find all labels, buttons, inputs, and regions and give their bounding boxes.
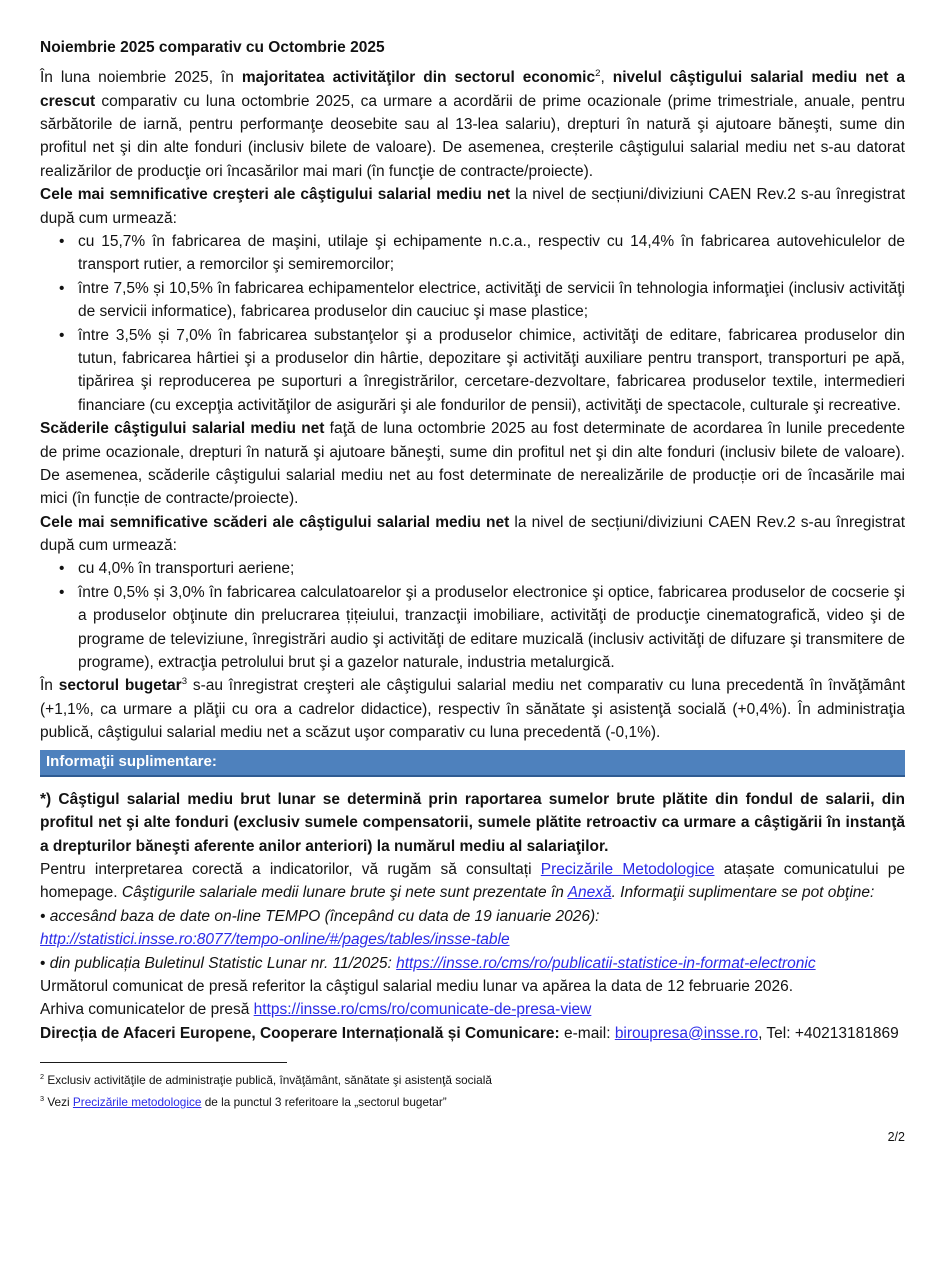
text-run: între 3,5% și 7,0% în fabricarea substanţelor şi a produselor chimice, activităţi de editare, fabricarea produselor din tutun, fabricarea hârtiei şi a produselor din hârtie, depozitare şi activităţi auxiliare pentru transport, transporturi pe apă, tipărirea şi reproducerea pe suporturi a înregistrărilor, cercetare-dezvoltare, fabricarea produselor textile, intermedieri financiare (cu excepţia activităţilor de asigurări şi ale fondurilor de pensii), activităţi de spectacole, culturale şi recreative. xyxy=(78,326,905,414)
footnote-separator xyxy=(40,1062,287,1063)
text-run: de la punctul 3 referitoare la „sectorul bugetar” xyxy=(201,1094,447,1109)
list-item xyxy=(40,277,905,324)
text-run: Vezi xyxy=(44,1094,73,1109)
bullet-buletin xyxy=(40,952,905,975)
text-run: între 0,5% și 3,0% în fabricarea calculatoarelor şi a produselor electronice şi optice, fabricarea produselor de cocserie şi a produselor obţinute din prelucrarea țițeiului, tranzacţii imobiliare, activităţi de producţie cinematografică, video şi de programe de televiziune, înregistrări audio şi activităţi de editare muzicală (inclusiv activităţi de difuzare şi transmitere de programe), extracţia petrolului brut şi a gazelor naturale, industria metalurgică. xyxy=(78,583,905,672)
bold-run: sectorul bugetar xyxy=(58,677,182,695)
page-number: 2/2 xyxy=(887,1129,905,1144)
doc-title: Noiembrie 2025 comparativ cu Octombrie 2025 xyxy=(40,39,385,56)
precizarile-metodologice-link[interactable]: Precizările Metodologice xyxy=(540,861,715,878)
text-run: În xyxy=(40,677,59,695)
italic-run: din publicația Buletinul Statistic Lunar nr. 11/2025: xyxy=(49,954,397,972)
anexa-link[interactable]: Anexă xyxy=(567,884,612,902)
list-item xyxy=(40,581,905,675)
buletin-statistic-link[interactable]: https://insse.ro/cms/ro/publicatii-statistice-in-format-electronic xyxy=(396,954,816,972)
list-item xyxy=(40,557,905,580)
italic-run: accesând baza de date on-line TEMPO (începând cu data de 19 ianuarie 2026): xyxy=(49,907,600,925)
bold-run: Cele mai semnificative scăderi ale câştigului salarial mediu net xyxy=(40,513,510,531)
list-cresteri xyxy=(40,230,905,417)
italic-run: Câştigurile salariale medii lunare brute şi nete sunt prezentate în xyxy=(121,884,568,902)
footnote-metodologice-link[interactable]: Precizările metodologice xyxy=(72,1094,202,1109)
text-run: între 7,5% și 10,5% în fabricarea echipamentelor electrice, activităţi de servicii în tehnologia informaţiei (inclusiv activităţi de servicii informatice), fabricarea produselor din cauciuc şi mase plastice; xyxy=(78,279,905,321)
footnote-3 xyxy=(40,1092,905,1114)
text-run: la nivel de secțiuni/diviziuni CAEN Rev.2 s-au înregistrat după cum urmează: xyxy=(40,186,905,227)
text-run: cu 4,0% în transporturi aeriene; xyxy=(78,560,295,578)
footnote-marker: 2 xyxy=(40,1072,45,1082)
para-contact xyxy=(40,1022,905,1045)
list-scaderi xyxy=(40,557,905,674)
para-urmatorul-comunicat: Următorul comunicat de presă referitor la câştigul salarial mediu lunar va apărea la data de 12 februarie 2026. xyxy=(40,977,794,995)
bold-run: Direcția de Afaceri Europene, Cooperare Internațională și Comunicare: xyxy=(40,1024,560,1042)
text-run: Pentru interpretarea corectă a indicatorilor, vă rugăm să consultați xyxy=(40,861,541,878)
footnote-ref-3: 3 xyxy=(181,676,188,688)
list-item xyxy=(40,324,905,418)
bold-run: nivelul câştigului salarial mediu net a crescut xyxy=(40,69,906,110)
text-run: comparativ cu luna octombrie 2025, ca urmare a acordării de prime ocazionale (prime trimestriale, anuale, pentru sărbătorile de iarnă, pentru performanţe deosebite sau al 13-lea salariu), drepturi în natură şi ajutoare băneşti, sume din profitul net şi din alte fonduri (inclusiv bilete de valoare). De asemenea, creșterile câştigului salarial mediu net s-au datorat realizărilor de producţie ori încasărilor mai mari (în funcţie de contracte/proiecte). xyxy=(40,92,905,180)
para-arhiva xyxy=(40,998,905,1021)
text-run: faţă de luna octombrie 2025 au fost determinate de acordarea în lunile precedente de prime ocazionale, drepturi în natură şi ajutoare băneşti, sume din profitul net şi din alte fonduri (inclusiv bilete de valoare). De asemenea, scăderile câştigului salarial mediu net au fost determinate de nerealizările de producție ori de încasările mai mici (în funcție de contracte/proiecte). xyxy=(40,420,905,508)
para-definitie-brut xyxy=(40,788,905,858)
footnote-marker: 3 xyxy=(40,1094,45,1104)
bold-run: *) Câştigul salarial mediu brut lunar se determină prin raportarea sumelor brute plătite din fondul de salarii, din profitul net şi alte fonduri (exclusiv sumele compensatorii, sumele plătite retroactiv ca urmare a câştigării în instanţă a drepturilor băneşti aferente anilor anteriori) la numărul mediu al salariaţilor. xyxy=(40,790,905,855)
bold-run: majoritatea activităţilor din sectorul economic xyxy=(241,69,596,87)
footnote-ref-2: 2 xyxy=(595,68,601,80)
text-run: e-mail: xyxy=(559,1024,615,1042)
email-link[interactable]: biroupresa@insse.ro xyxy=(614,1024,759,1042)
text-run: cu 15,7% în fabricarea de maşini, utilaje şi echipamente n.c.a., respectiv cu 14,4% în fabricarea autovehiculelor de transport rutier, a remorcilor şi semiremorcilor; xyxy=(78,232,905,274)
para-cresteri-lead xyxy=(40,183,905,230)
para-sector-bugetar xyxy=(40,674,905,744)
text-run: , Tel: +40213181869 xyxy=(758,1024,899,1042)
bold-run: Scăderile câştigului salarial mediu net xyxy=(40,420,325,438)
list-item xyxy=(40,230,905,277)
bullet-tempo xyxy=(40,905,905,928)
text-run: la nivel de secțiuni/diviziuni CAEN Rev.2 s-au înregistrat după cum urmează: xyxy=(40,513,906,555)
info-suplimentare-header: Informaţii suplimentare: xyxy=(40,750,905,777)
para-tempo-url xyxy=(40,928,905,951)
para-scaderi-lead xyxy=(40,511,905,558)
text-run: s-au înregistrat creşteri ale câştigului salarial mediu net comparativ cu luna precedentă în învăţământ (+1,1%, ca urmare a plăţii cu ora a cadrelor didactice), respectiv în sănătate şi asistenţă socială (+0,4%). În administraţia publică, câştigului salarial mediu net a scăzut uşor comparativ cu luna precedentă (-0,1%). xyxy=(40,677,905,742)
italic-run: . Informaţii suplimentare se pot obţine: xyxy=(611,884,875,902)
text-run: atașate comunicatului pe homepage. xyxy=(40,861,905,902)
para-intro xyxy=(40,66,905,183)
text-run: , xyxy=(600,69,613,87)
footnote-2 xyxy=(40,1070,905,1092)
para-metodologic xyxy=(40,858,905,905)
tempo-url-link[interactable]: http://statistici.insse.ro:8077/tempo-online/#/pages/tables/insse-table xyxy=(40,931,510,949)
text-run: În luna noiembrie 2025, în xyxy=(40,69,242,87)
text-run: Exclusiv activităţile de administraţie publică, învăţământ, sănătate şi asistenţă socială xyxy=(44,1073,492,1088)
bold-run: Cele mai semnificative creşteri ale câştigului salarial mediu net xyxy=(40,186,511,204)
para-scaderi xyxy=(40,417,905,511)
text-run: Arhiva comunicatelor de presă xyxy=(40,1001,254,1019)
arhiva-comunicate-link[interactable]: https://insse.ro/cms/ro/comunicate-de-presa-view xyxy=(253,1001,592,1019)
